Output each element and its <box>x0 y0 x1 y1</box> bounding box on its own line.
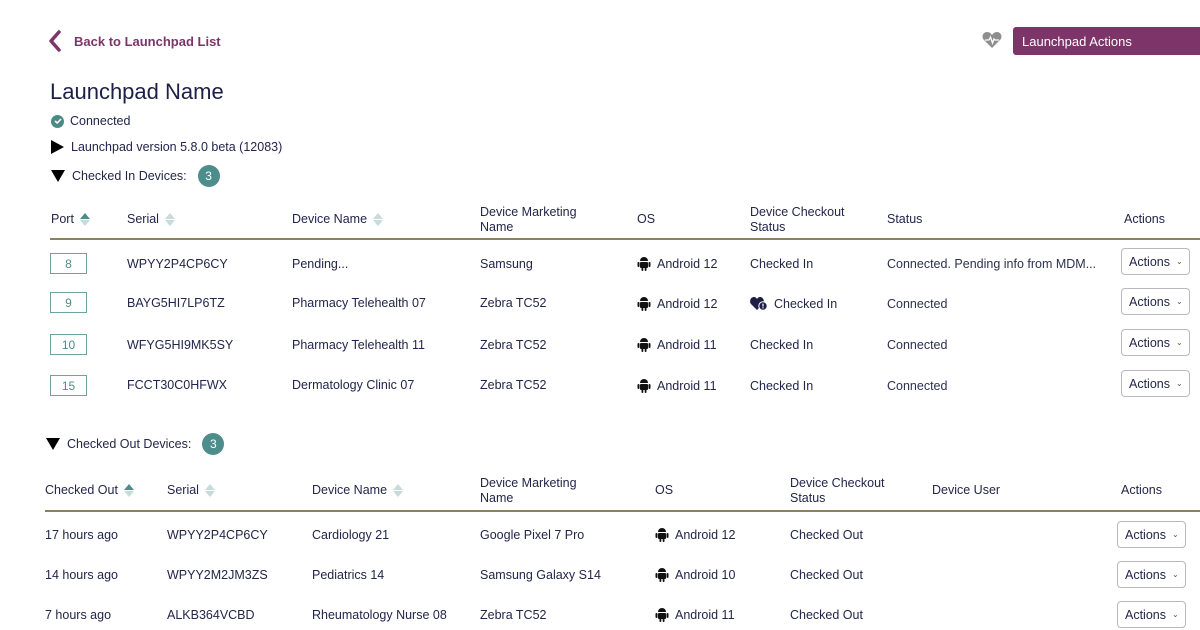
chevron-down-icon: ⌄ <box>1176 338 1183 347</box>
status-cell: Connected <box>887 379 948 393</box>
column-label: Actions <box>1124 212 1165 226</box>
os-cell <box>637 378 717 393</box>
os-label: Android 12 <box>657 256 718 271</box>
heart-pulse-icon[interactable] <box>982 31 1002 49</box>
table-header-divider <box>50 238 1200 240</box>
connection-status-text: Connected <box>70 114 131 128</box>
row-actions-dropdown[interactable] <box>1117 521 1186 548</box>
row-actions-dropdown[interactable] <box>1121 248 1190 275</box>
sort-icon[interactable] <box>373 213 383 226</box>
column-label: Checked Out <box>45 483 118 497</box>
checked-out-devices-disclosure[interactable] <box>46 433 224 455</box>
checked-out-devices-label: Checked Out Devices: <box>67 437 192 451</box>
actions-label: Actions <box>1129 376 1170 391</box>
column-label: Device Marketing Name <box>480 205 577 234</box>
column-label: OS <box>637 212 656 226</box>
serial-cell: WFYG5HI9MK5SY <box>127 338 234 352</box>
back-link-label: Back to Launchpad List <box>74 33 221 49</box>
check-circle-icon <box>51 115 64 128</box>
column-header-device-user <box>932 483 1000 498</box>
android-icon <box>637 256 651 271</box>
row-actions-dropdown[interactable] <box>1121 370 1190 397</box>
actions-label: Actions <box>1129 254 1170 269</box>
connection-status <box>51 114 130 128</box>
sort-icon[interactable] <box>165 213 175 226</box>
column-label: Actions <box>1121 483 1162 497</box>
column-header-device-name[interactable] <box>292 212 383 227</box>
column-header-status <box>887 212 922 227</box>
chevron-down-icon: ⌄ <box>1176 257 1183 266</box>
os-cell <box>637 256 717 271</box>
os-cell <box>655 567 735 582</box>
column-header-port[interactable] <box>51 212 90 227</box>
android-icon <box>637 337 651 352</box>
disclosure-collapsed-icon <box>51 140 64 154</box>
device-name-cell: Pediatrics 14 <box>312 568 385 582</box>
column-header-checkout-status <box>750 205 860 235</box>
checkout-status-cell: Checked Out <box>790 608 863 622</box>
os-cell <box>655 607 735 622</box>
column-label: Serial <box>167 483 199 497</box>
checkout-status-label: Checked In <box>774 296 838 311</box>
version-label: Launchpad version 5.8.0 beta (12083) <box>71 140 283 154</box>
marketing-name-cell: Google Pixel 7 Pro <box>480 528 585 542</box>
marketing-name-cell: Zebra TC52 <box>480 338 547 352</box>
marketing-name-cell: Zebra TC52 <box>480 296 547 310</box>
actions-label: Actions <box>1125 607 1166 622</box>
column-header-serial[interactable] <box>167 483 215 498</box>
actions-label: Actions <box>1125 527 1166 542</box>
marketing-name-cell: Zebra TC52 <box>480 608 547 622</box>
status-cell: Connected <box>887 338 948 352</box>
android-icon <box>655 527 669 542</box>
column-label: Device Checkout Status <box>790 476 885 505</box>
checked-out-time-cell: 14 hours ago <box>45 568 118 582</box>
serial-cell: WPYY2M2JM3ZS <box>167 568 268 582</box>
actions-label: Actions <box>1129 335 1170 350</box>
os-label: Android 11 <box>657 337 717 352</box>
column-header-checked-out[interactable] <box>45 483 134 498</box>
device-name-cell: Rheumatology Nurse 08 <box>312 608 447 622</box>
checked-in-count-badge: 3 <box>198 165 220 187</box>
port-badge[interactable]: 8 <box>50 253 87 274</box>
serial-cell: FCCT30C0HFWX <box>127 378 228 392</box>
column-header-device-name[interactable] <box>312 483 403 498</box>
android-icon <box>655 567 669 582</box>
android-icon <box>637 296 651 311</box>
serial-cell: WPYY2P4CP6CY <box>127 257 228 271</box>
android-icon <box>637 378 651 393</box>
checked-out-time-cell: 7 hours ago <box>45 608 112 622</box>
checked-in-devices-disclosure[interactable] <box>51 165 220 187</box>
os-label: Android 12 <box>657 296 718 311</box>
device-name-cell: Dermatology Clinic 07 <box>292 378 415 392</box>
column-header-os <box>637 212 655 227</box>
column-header-os <box>655 483 673 498</box>
os-label: Android 10 <box>675 567 736 582</box>
page-title: Launchpad Name <box>50 79 224 104</box>
serial-cell: WPYY2P4CP6CY <box>167 528 268 542</box>
column-label: Device Marketing Name <box>480 476 577 505</box>
os-cell <box>637 337 717 352</box>
checkout-status-cell: Checked Out <box>790 528 863 542</box>
os-cell <box>655 527 735 542</box>
column-label: Device User <box>932 483 1001 497</box>
status-cell: Connected. Pending info from MDM... <box>887 257 1097 271</box>
column-header-marketing-name <box>480 205 600 235</box>
checkout-status-cell: Checked In <box>750 257 814 271</box>
chevron-down-icon: ⌄ <box>1172 530 1179 539</box>
row-actions-dropdown[interactable] <box>1121 329 1190 356</box>
checkout-status-cell: Checked In <box>750 338 814 352</box>
os-label: Android 12 <box>675 527 736 542</box>
checked-out-time-cell: 17 hours ago <box>45 528 118 542</box>
column-header-serial[interactable] <box>127 212 175 227</box>
launchpad-actions-button[interactable]: Launchpad Actions <box>1013 27 1200 55</box>
heart-alert-icon[interactable] <box>750 296 768 311</box>
row-actions-dropdown[interactable] <box>1117 601 1186 628</box>
column-label: Device Checkout Status <box>750 205 845 234</box>
column-label: Device Name <box>292 212 368 226</box>
marketing-name-cell: Samsung Galaxy S14 <box>480 568 601 582</box>
sort-icon[interactable] <box>80 213 90 226</box>
device-name-cell: Pharmacy Telehealth 07 <box>292 296 426 310</box>
checkout-status-cell: Checked Out <box>790 568 863 582</box>
os-label: Android 11 <box>657 378 717 393</box>
marketing-name-cell: Zebra TC52 <box>480 378 547 392</box>
version-disclosure[interactable] <box>51 140 282 154</box>
column-label: Port <box>51 212 74 226</box>
checked-in-devices-label: Checked In Devices: <box>72 169 187 183</box>
marketing-name-cell: Samsung <box>480 257 533 271</box>
column-label: Serial <box>127 212 159 226</box>
row-actions-dropdown[interactable] <box>1117 561 1186 588</box>
sort-icon[interactable] <box>124 484 134 497</box>
sort-icon[interactable] <box>205 484 215 497</box>
table-header-divider <box>45 510 1200 512</box>
port-badge[interactable]: 15 <box>50 375 87 396</box>
os-cell <box>637 296 717 311</box>
serial-cell: ALKB364VCBD <box>167 608 255 622</box>
chevron-down-icon: ⌄ <box>1176 379 1183 388</box>
device-name-cell: Cardiology 21 <box>312 528 390 542</box>
device-name-cell: Pharmacy Telehealth 11 <box>292 338 425 352</box>
actions-label: Actions <box>1125 567 1166 582</box>
column-header-marketing-name <box>480 476 600 506</box>
column-header-actions <box>1124 212 1165 227</box>
chevron-down-icon: ⌄ <box>1176 297 1183 306</box>
column-header-actions <box>1121 483 1162 498</box>
android-icon <box>655 607 669 622</box>
sort-icon[interactable] <box>393 484 403 497</box>
back-to-launchpad-list-link[interactable] <box>48 30 221 52</box>
actions-label: Actions <box>1129 294 1170 309</box>
checked-out-count-badge: 3 <box>202 433 224 455</box>
column-label: OS <box>655 483 674 497</box>
chevron-down-icon: ⌄ <box>1172 570 1179 579</box>
status-cell: Connected <box>887 297 948 311</box>
port-badge[interactable]: 9 <box>50 292 87 313</box>
column-label: Device Name <box>312 483 388 497</box>
chevron-down-icon: ⌄ <box>1172 610 1179 619</box>
disclosure-expanded-icon <box>51 170 65 182</box>
checkout-status-cell: Checked In <box>750 379 814 393</box>
device-name-cell: Pending... <box>292 257 349 271</box>
row-actions-dropdown[interactable] <box>1121 288 1190 315</box>
disclosure-expanded-icon <box>46 438 60 450</box>
column-label: Status <box>887 212 923 226</box>
checkout-status-cell <box>750 296 837 311</box>
column-header-checkout-status <box>790 476 900 506</box>
port-badge[interactable]: 10 <box>50 334 87 355</box>
chevron-left-icon <box>48 30 62 52</box>
os-label: Android 11 <box>675 607 735 622</box>
serial-cell: BAYG5HI7LP6TZ <box>127 296 225 310</box>
